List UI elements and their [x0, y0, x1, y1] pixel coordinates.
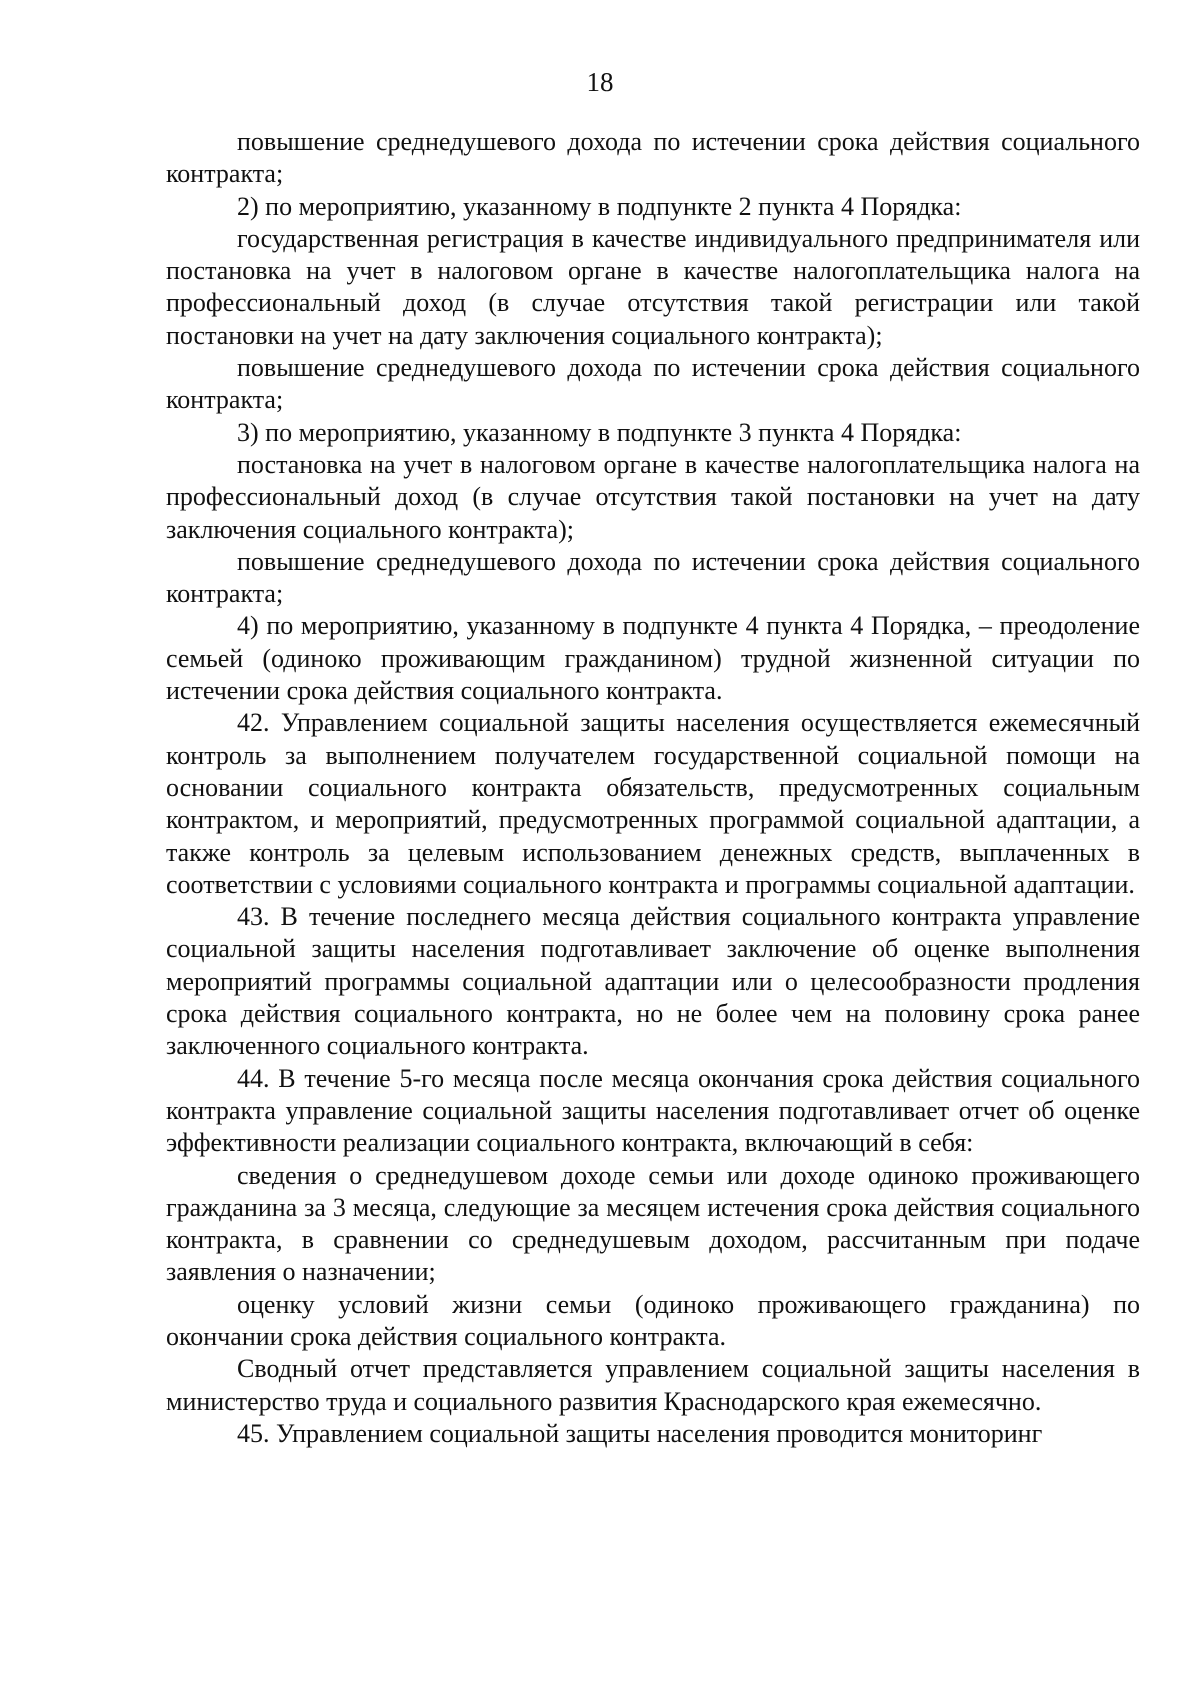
paragraph: 44. В течение 5-го месяца после месяца окончания срока действия социального контракта управление социальной защиты населения подготавливает отчет об оценке эффективности реализации социального контракта, включающий в себя:: [166, 1063, 1140, 1158]
paragraph: повышение среднедушевого дохода по истечении срока действия социального контракта;: [166, 353, 1140, 415]
paragraph: оценку условий жизни семьи (одиноко проживающего гражданина) по окончании срока действия социального контракта.: [166, 1289, 1140, 1351]
page-number: 18: [586, 67, 614, 97]
paragraph: Сводный отчет представляется управлением социальной защиты населения в министерство труда и социального развития Краснодарского края ежемесячно.: [166, 1354, 1140, 1416]
paragraph: 3) по мероприятию, указанному в подпункте 3 пункта 4 Порядка:: [237, 417, 962, 447]
paragraph: 4) по мероприятию, указанному в подпункте 4 пункта 4 Порядка, – преодоление семьей (одиноко проживающим гражданином) трудной жизненной ситуации по истечении срока действия социального контракта.: [166, 611, 1140, 706]
paragraph: 42. Управлением социальной защиты населения осуществляется ежемесячный контроль за выполнением получателем государственной социальной помощи на основании социального контракта обязательств, предусмотренных социальным контрактом, и мероприятий, предусмотренных программой социальной адаптации, а также контроль за целевым использованием денежных средств, выплаченных в соответствии с условиями социального контракта и программы социальной адаптации.: [166, 708, 1140, 899]
paragraph: 45. Управлением социальной защиты населения проводится мониторинг: [237, 1418, 1043, 1448]
paragraph: сведения о среднедушевом доходе семьи или доходе одиноко проживающего гражданина за 3 месяца, следующие за месяцем истечения срока действия социального контракта, в сравнении со среднедушевым доходом, рассчитанным при подаче заявления о назначении;: [166, 1160, 1140, 1287]
paragraph: повышение среднедушевого дохода по истечении срока действия социального контракта;: [166, 127, 1140, 189]
paragraph: постановка на учет в налоговом органе в качестве налогоплательщика налога на профессиональный доход (в случае отсутствия такой постановки на учет на дату заключения социального контракта);: [166, 449, 1140, 544]
document-body: [166, 126, 1140, 1450]
paragraph: повышение среднедушевого дохода по истечении срока действия социального контракта;: [166, 546, 1140, 609]
paragraph: государственная регистрация в качестве индивидуального предпринимателя или постановка на учет в налоговом органе в качестве налогоплательщика налога на профессиональный доход (в случае отсутствия такой регистрации или такой постановки на учет на дату заключения социального контракта);: [166, 223, 1140, 350]
paragraph: 43. В течение последнего месяца действия социального контракта управление социальной защиты населения подготавливает заключение об оценке выполнения мероприятий программы социальной адаптации или о целесообразности продления срока действия социального контракта, но не более чем на половину срока ранее заключенного социального контракта.: [166, 902, 1140, 1061]
paragraph: 2) по мероприятию, указанному в подпункте 2 пункта 4 Порядка:: [237, 191, 962, 221]
